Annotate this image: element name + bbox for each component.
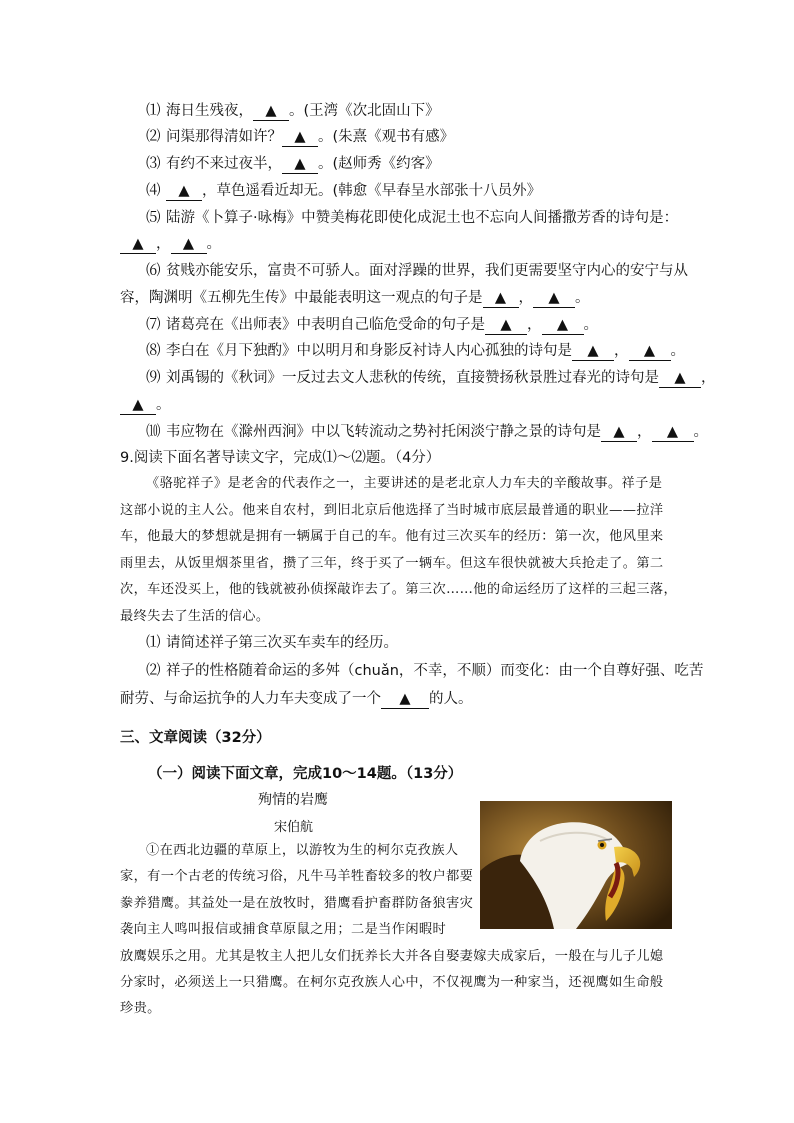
answer-blank[interactable]	[282, 128, 318, 147]
answer-blank[interactable]	[120, 396, 156, 415]
answer-blank[interactable]	[253, 102, 289, 121]
q9-sub1: ⑴ 请简述祥子第三次买车卖车的经历。	[146, 635, 398, 651]
article-author: 宋伯航	[274, 820, 314, 835]
article-paragraph-line: ①在西北边疆的草原上，以游牧为生的柯尔克孜族人	[146, 843, 459, 858]
poem-item-8: ⑻ 李白在《月下独酌》中以明月和身影反衬诗人内心孤独的诗句是▲ ，▲ 。	[146, 340, 684, 362]
article-paragraph-line: 珍贵。	[120, 1001, 161, 1016]
answer-blank[interactable]	[381, 690, 429, 709]
poem-item-1: ⑴ 海日生残夜，▲ 。(王湾《次北固山下》	[146, 100, 684, 122]
answer-blank[interactable]	[282, 155, 318, 174]
article-title: 殉情的岩鹰	[258, 792, 328, 808]
article-paragraph-line: 放鹰娱乐之用。尤其是牧主人把儿女们抚养长大并各自娶妻嫁夫成家后，一般在与儿子儿媳	[120, 949, 664, 964]
answer-blank[interactable]	[166, 182, 202, 201]
q9-passage-line: 车，他最大的梦想就是拥有一辆属于自己的车。他有过三次买车的经历：第一次，他风里来	[120, 529, 664, 544]
article-paragraph-line: 豢养猎鹰。其益处一是在放牧时，猎鹰看护畜群防备狼害灾	[120, 896, 474, 911]
q9-passage-line: 雨里去，从饭里烟茶里省，攒了三年，终于买了一辆车。但这车很快就被大兵抢走了。第二	[120, 556, 664, 571]
answer-blank[interactable]	[652, 423, 694, 442]
poem-item-9-cont: ▲。	[120, 394, 684, 416]
answer-blank[interactable]	[572, 342, 614, 361]
q9-passage-line: 最终失去了生活的信心。	[120, 609, 270, 624]
poem-item-6-cont: 容，陶渊明《五柳先生传》中最能表明这一观点的句子是▲ ，▲ 。	[120, 287, 684, 309]
poem-item-10: ⑽ 韦应物在《滁州西涧》中以飞转流动之势衬托闲淡宁静之景的诗句是▲ ，▲ 。	[146, 421, 684, 443]
poem-item-5-answers: ▲，▲ 。	[120, 233, 684, 255]
answer-blank[interactable]	[171, 235, 207, 254]
eagle-photo	[480, 801, 672, 929]
answer-blank[interactable]	[533, 289, 575, 308]
article-paragraph-line: 分家时，必须送上一只猎鹰。在柯尔克孜族人心中，不仅视鹰为一种家当，还视鹰如生命般	[120, 975, 664, 990]
q9-passage-line: 次，车还没买上，他的钱就被孙侦探敲诈去了。第三次……他的命运经历了这样的三起三落，	[120, 582, 678, 597]
section3-subheading: （一）阅读下面文章，完成10～14题。（13分）	[148, 766, 463, 782]
answer-blank[interactable]	[601, 423, 637, 442]
answer-blank[interactable]	[542, 316, 584, 335]
poem-item-5: ⑸ 陆游《卜算子·咏梅》中赞美梅花即使化成泥土也不忘向人间播撒芳香的诗句是：	[146, 210, 679, 226]
q9-passage-line: 《骆驼祥子》是老舍的代表作之一，主要讲述的是老北京人力车夫的辛酸故事。祥子是	[146, 476, 663, 491]
answer-blank[interactable]	[629, 342, 671, 361]
poem-item-7: ⑺ 诸葛亮在《出师表》中表明自己临危受命的句子是▲ ，▲ 。	[146, 314, 684, 336]
q9-sub2: ⑵ 祥子的性格随着命运的多舛（chuǎn，不幸，不顺）而变化：由一个自尊好强、吃苦	[146, 663, 704, 679]
answer-blank[interactable]	[483, 289, 519, 308]
answer-blank[interactable]	[120, 235, 156, 254]
poem-item-9: ⑼ 刘禹锡的《秋词》一反过去文人悲秋的传统，直接赞扬秋景胜过春光的诗句是▲ ，	[146, 367, 684, 389]
poem-item-3: ⑶ 有约不来过夜半，▲ 。(赵师秀《约客》	[146, 153, 684, 175]
article-paragraph-line: 家，有一个古老的传统习俗，凡牛马羊牲畜较多的牧户都要	[120, 869, 474, 884]
article-paragraph-line: 袭向主人鸣叫报信或捕食草原鼠之用；二是当作闲暇时	[120, 922, 447, 937]
poem-item-2: ⑵ 问渠那得清如许？▲ 。(朱熹《观书有感》	[146, 126, 684, 148]
q9-sub2-cont: 耐劳、与命运抗争的人力车夫变成了一个▲ 的人。	[120, 688, 684, 710]
answer-blank[interactable]	[659, 369, 701, 388]
poem-item-6: ⑹ 贫贱亦能安乐，富贵不可骄人。面对浮躁的世界，我们更需要坚守内心的安宁与从	[146, 263, 688, 279]
poem-item-4: ⑷▲ ，草色遥看近却无。(韩愈《早春呈水部张十八员外》	[146, 180, 684, 202]
answer-blank[interactable]	[485, 316, 527, 335]
section3-heading: 三、文章阅读（32分）	[120, 730, 271, 746]
q9-heading: 9.阅读下面名著导读文字，完成⑴～⑵题。（4分）	[120, 450, 441, 466]
q9-passage-line: 这部小说的主人公。他来自农村，到旧北京后他选择了当时城市底层最普通的职业——拉洋	[120, 503, 664, 518]
